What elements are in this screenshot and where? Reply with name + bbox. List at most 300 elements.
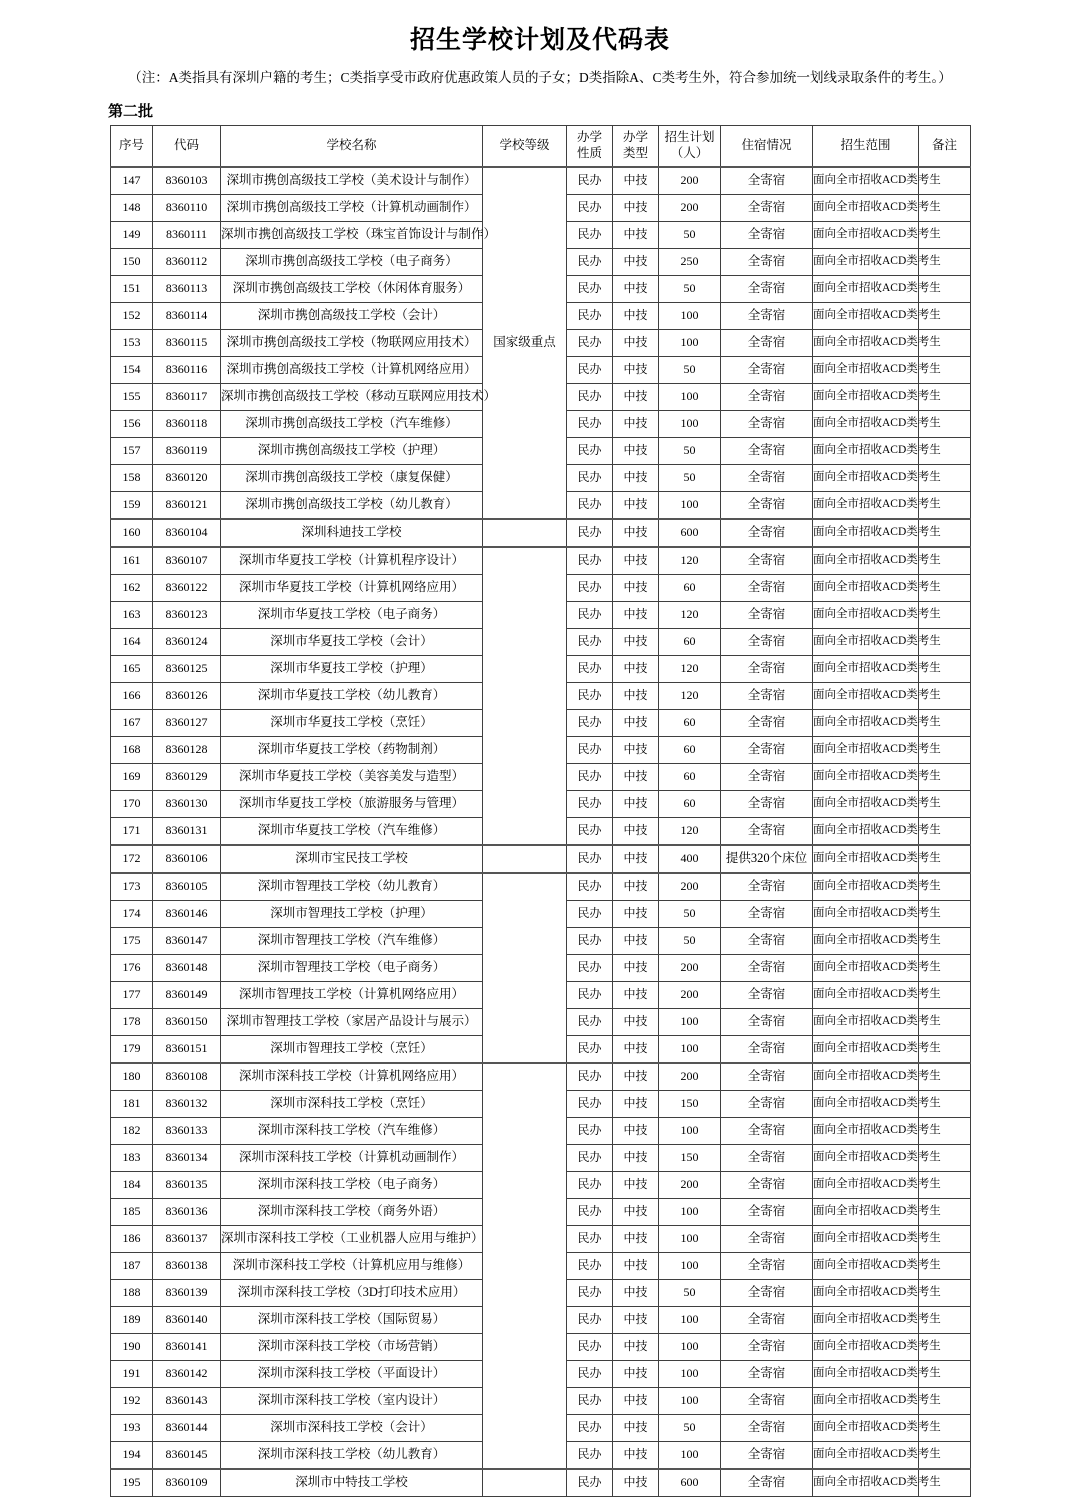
row-school-code: 8360120 <box>153 464 221 491</box>
row-school-nature: 民办 <box>567 1414 613 1441</box>
row-enrollment-plan: 60 <box>659 736 721 763</box>
row-school-code: 8360136 <box>153 1198 221 1225</box>
col-header-grade: 学校等级 <box>483 125 567 167</box>
row-school-type: 中技 <box>613 763 659 790</box>
row-school-type: 中技 <box>613 1198 659 1225</box>
col-header-plan-line2: （人） <box>670 145 709 160</box>
row-sequence-number: 159 <box>111 491 153 519</box>
row-enrollment-plan: 120 <box>659 655 721 682</box>
row-school-nature: 民办 <box>567 1441 613 1469</box>
row-dormitory-info: 全寄宿 <box>721 1090 813 1117</box>
col-header-name: 学校名称 <box>221 125 483 167</box>
row-enrollment-plan: 200 <box>659 873 721 901</box>
row-school-nature: 民办 <box>567 248 613 275</box>
row-sequence-number: 147 <box>111 167 153 195</box>
row-school-code: 8360123 <box>153 601 221 628</box>
row-school-nature: 民办 <box>567 736 613 763</box>
row-dormitory-info: 全寄宿 <box>721 954 813 981</box>
table-body <box>111 167 971 1497</box>
row-school-code: 8360142 <box>153 1360 221 1387</box>
row-enrollment-scope: 面向全市招收ACD类考生 <box>813 275 919 302</box>
row-school-name: 深圳市华夏技工学校（汽车维修） <box>221 817 483 845</box>
row-school-type: 中技 <box>613 221 659 248</box>
row-enrollment-scope: 面向全市招收ACD类考生 <box>813 1035 919 1063</box>
row-dormitory-info: 全寄宿 <box>721 1063 813 1091</box>
row-sequence-number: 174 <box>111 900 153 927</box>
row-school-nature: 民办 <box>567 491 613 519</box>
row-school-type: 中技 <box>613 981 659 1008</box>
row-enrollment-plan: 50 <box>659 1414 721 1441</box>
table-row <box>111 873 971 901</box>
row-school-nature: 民办 <box>567 356 613 383</box>
row-school-name: 深圳市深科技工学校（电子商务） <box>221 1171 483 1198</box>
row-enrollment-scope: 面向全市招收ACD类考生 <box>813 628 919 655</box>
row-dormitory-info: 全寄宿 <box>721 790 813 817</box>
row-enrollment-scope: 面向全市招收ACD类考生 <box>813 954 919 981</box>
row-dormitory-info: 全寄宿 <box>721 167 813 195</box>
row-school-code: 8360135 <box>153 1171 221 1198</box>
row-school-code: 8360106 <box>153 845 221 873</box>
row-school-type: 中技 <box>613 1469 659 1497</box>
row-school-code: 8360114 <box>153 302 221 329</box>
row-school-code: 8360128 <box>153 736 221 763</box>
row-school-nature: 民办 <box>567 628 613 655</box>
table-row <box>111 1469 971 1497</box>
row-school-type: 中技 <box>613 1252 659 1279</box>
col-header-plan <box>659 125 721 167</box>
row-enrollment-plan: 250 <box>659 248 721 275</box>
row-school-type: 中技 <box>613 1306 659 1333</box>
row-enrollment-scope: 面向全市招收ACD类考生 <box>813 383 919 410</box>
row-enrollment-scope: 面向全市招收ACD类考生 <box>813 873 919 901</box>
row-sequence-number: 163 <box>111 601 153 628</box>
row-sequence-number: 156 <box>111 410 153 437</box>
row-sequence-number: 165 <box>111 655 153 682</box>
row-school-code: 8360117 <box>153 383 221 410</box>
row-dormitory-info: 全寄宿 <box>721 1333 813 1360</box>
row-school-nature: 民办 <box>567 1198 613 1225</box>
row-enrollment-scope: 面向全市招收ACD类考生 <box>813 329 919 356</box>
row-school-nature: 民办 <box>567 981 613 1008</box>
row-sequence-number: 151 <box>111 275 153 302</box>
row-school-type: 中技 <box>613 1414 659 1441</box>
row-dormitory-info: 全寄宿 <box>721 817 813 845</box>
row-enrollment-plan: 200 <box>659 167 721 195</box>
table-row <box>111 519 971 547</box>
row-enrollment-scope: 面向全市招收ACD类考生 <box>813 845 919 873</box>
row-school-type: 中技 <box>613 709 659 736</box>
row-dormitory-info: 全寄宿 <box>721 709 813 736</box>
row-sequence-number: 148 <box>111 194 153 221</box>
row-school-name: 深圳市深科技工学校（平面设计） <box>221 1360 483 1387</box>
row-sequence-number: 181 <box>111 1090 153 1117</box>
row-school-name: 深圳市深科技工学校（国际贸易） <box>221 1306 483 1333</box>
row-school-name: 深圳市深科技工学校（室内设计） <box>221 1387 483 1414</box>
row-sequence-number: 183 <box>111 1144 153 1171</box>
row-school-type: 中技 <box>613 437 659 464</box>
row-enrollment-plan: 50 <box>659 927 721 954</box>
row-school-grade <box>483 1063 567 1469</box>
row-school-nature: 民办 <box>567 1333 613 1360</box>
col-header-type-line2: 类型 <box>622 145 648 160</box>
row-school-name: 深圳市华夏技工学校（计算机网络应用） <box>221 574 483 601</box>
row-sequence-number: 180 <box>111 1063 153 1091</box>
row-school-name: 深圳市华夏技工学校（护理） <box>221 655 483 682</box>
row-school-type: 中技 <box>613 302 659 329</box>
row-enrollment-plan: 200 <box>659 954 721 981</box>
row-dormitory-info: 全寄宿 <box>721 221 813 248</box>
row-enrollment-plan: 100 <box>659 1198 721 1225</box>
row-dormitory-info: 全寄宿 <box>721 1252 813 1279</box>
row-school-code: 8360122 <box>153 574 221 601</box>
row-school-code: 8360126 <box>153 682 221 709</box>
row-school-name: 深圳市携创高级技工学校（美术设计与制作） <box>221 167 483 195</box>
row-school-type: 中技 <box>613 927 659 954</box>
row-enrollment-plan: 60 <box>659 628 721 655</box>
row-sequence-number: 149 <box>111 221 153 248</box>
row-enrollment-plan: 600 <box>659 519 721 547</box>
row-dormitory-info: 全寄宿 <box>721 410 813 437</box>
row-school-type: 中技 <box>613 1090 659 1117</box>
row-school-nature: 民办 <box>567 763 613 790</box>
row-school-nature: 民办 <box>567 383 613 410</box>
row-school-name: 深圳市智理技工学校（幼儿教育） <box>221 873 483 901</box>
table-row <box>111 167 971 195</box>
batch-label: 第二批 <box>108 103 154 120</box>
row-school-name: 深圳市深科技工学校（3D打印技术应用） <box>221 1279 483 1306</box>
row-school-code: 8360134 <box>153 1144 221 1171</box>
row-enrollment-plan: 50 <box>659 1279 721 1306</box>
row-enrollment-scope: 面向全市招收ACD类考生 <box>813 655 919 682</box>
table-row <box>111 1063 971 1091</box>
row-dormitory-info: 全寄宿 <box>721 1469 813 1497</box>
row-school-grade <box>483 547 567 845</box>
row-enrollment-plan: 100 <box>659 302 721 329</box>
row-enrollment-scope: 面向全市招收ACD类考生 <box>813 1090 919 1117</box>
row-dormitory-info: 全寄宿 <box>721 1387 813 1414</box>
row-dormitory-info: 全寄宿 <box>721 574 813 601</box>
row-school-code: 8360105 <box>153 873 221 901</box>
row-school-code: 8360115 <box>153 329 221 356</box>
row-school-nature: 民办 <box>567 1063 613 1091</box>
row-school-name: 深圳市华夏技工学校（药物制剂） <box>221 736 483 763</box>
row-sequence-number: 168 <box>111 736 153 763</box>
row-school-name: 深圳科迪技工学校 <box>221 519 483 547</box>
row-school-code: 8360130 <box>153 790 221 817</box>
row-dormitory-info: 全寄宿 <box>721 547 813 575</box>
row-school-code: 8360113 <box>153 275 221 302</box>
row-school-type: 中技 <box>613 1279 659 1306</box>
row-enrollment-plan: 120 <box>659 547 721 575</box>
row-school-type: 中技 <box>613 682 659 709</box>
row-school-type: 中技 <box>613 1008 659 1035</box>
row-school-nature: 民办 <box>567 655 613 682</box>
row-school-type: 中技 <box>613 1360 659 1387</box>
row-dormitory-info: 全寄宿 <box>721 601 813 628</box>
row-sequence-number: 185 <box>111 1198 153 1225</box>
row-school-type: 中技 <box>613 601 659 628</box>
row-enrollment-plan: 100 <box>659 1225 721 1252</box>
row-dormitory-info: 全寄宿 <box>721 491 813 519</box>
row-school-code: 8360139 <box>153 1279 221 1306</box>
row-enrollment-scope: 面向全市招收ACD类考生 <box>813 356 919 383</box>
row-school-name: 深圳市智理技工学校（电子商务） <box>221 954 483 981</box>
row-school-grade <box>483 873 567 1063</box>
col-header-seq: 序号 <box>111 125 153 167</box>
row-dormitory-info: 全寄宿 <box>721 1225 813 1252</box>
row-enrollment-plan: 100 <box>659 329 721 356</box>
row-school-code: 8360147 <box>153 927 221 954</box>
row-school-name: 深圳市深科技工学校（幼儿教育） <box>221 1441 483 1469</box>
row-dormitory-info: 全寄宿 <box>721 464 813 491</box>
row-school-type: 中技 <box>613 491 659 519</box>
row-enrollment-scope: 面向全市招收ACD类考生 <box>813 927 919 954</box>
row-school-type: 中技 <box>613 1225 659 1252</box>
row-school-nature: 民办 <box>567 221 613 248</box>
row-school-name: 深圳市深科技工学校（商务外语） <box>221 1198 483 1225</box>
row-enrollment-scope: 面向全市招收ACD类考生 <box>813 1469 919 1497</box>
col-header-scope: 招生范围 <box>813 125 919 167</box>
row-school-type: 中技 <box>613 1144 659 1171</box>
row-school-nature: 民办 <box>567 845 613 873</box>
row-sequence-number: 195 <box>111 1469 153 1497</box>
row-dormitory-info: 全寄宿 <box>721 628 813 655</box>
row-school-code: 8360116 <box>153 356 221 383</box>
row-sequence-number: 150 <box>111 248 153 275</box>
row-school-type: 中技 <box>613 248 659 275</box>
row-enrollment-plan: 200 <box>659 1171 721 1198</box>
row-enrollment-plan: 600 <box>659 1469 721 1497</box>
row-enrollment-plan: 50 <box>659 356 721 383</box>
row-school-nature: 民办 <box>567 1225 613 1252</box>
col-header-type <box>613 125 659 167</box>
row-school-name: 深圳市智理技工学校（家居产品设计与展示） <box>221 1008 483 1035</box>
row-sequence-number: 169 <box>111 763 153 790</box>
row-sequence-number: 184 <box>111 1171 153 1198</box>
row-enrollment-scope: 面向全市招收ACD类考生 <box>813 1117 919 1144</box>
row-school-type: 中技 <box>613 410 659 437</box>
row-school-code: 8360127 <box>153 709 221 736</box>
row-school-type: 中技 <box>613 275 659 302</box>
row-school-name: 深圳市深科技工学校（市场营销） <box>221 1333 483 1360</box>
row-sequence-number: 193 <box>111 1414 153 1441</box>
row-school-nature: 民办 <box>567 1252 613 1279</box>
row-school-name: 深圳市华夏技工学校（计算机程序设计） <box>221 547 483 575</box>
row-dormitory-info: 全寄宿 <box>721 1441 813 1469</box>
row-school-nature: 民办 <box>567 410 613 437</box>
row-enrollment-plan: 100 <box>659 1008 721 1035</box>
row-enrollment-plan: 100 <box>659 1387 721 1414</box>
row-school-nature: 民办 <box>567 873 613 901</box>
row-school-code: 8360141 <box>153 1333 221 1360</box>
row-school-name: 深圳市华夏技工学校（旅游服务与管理） <box>221 790 483 817</box>
row-dormitory-info: 全寄宿 <box>721 356 813 383</box>
row-enrollment-plan: 100 <box>659 1333 721 1360</box>
row-dormitory-info: 全寄宿 <box>721 194 813 221</box>
row-school-nature: 民办 <box>567 1144 613 1171</box>
row-school-code: 8360140 <box>153 1306 221 1333</box>
row-school-nature: 民办 <box>567 682 613 709</box>
row-enrollment-plan: 50 <box>659 221 721 248</box>
row-sequence-number: 171 <box>111 817 153 845</box>
row-school-nature: 民办 <box>567 167 613 195</box>
row-enrollment-scope: 面向全市招收ACD类考生 <box>813 1360 919 1387</box>
row-sequence-number: 179 <box>111 1035 153 1063</box>
row-dormitory-info: 提供320个床位 <box>721 845 813 873</box>
row-enrollment-scope: 面向全市招收ACD类考生 <box>813 900 919 927</box>
row-school-nature: 民办 <box>567 1008 613 1035</box>
row-school-name: 深圳市携创高级技工学校（电子商务） <box>221 248 483 275</box>
row-enrollment-scope: 面向全市招收ACD类考生 <box>813 519 919 547</box>
row-school-code: 8360109 <box>153 1469 221 1497</box>
row-school-type: 中技 <box>613 547 659 575</box>
row-enrollment-scope: 面向全市招收ACD类考生 <box>813 682 919 709</box>
row-enrollment-scope: 面向全市招收ACD类考生 <box>813 1144 919 1171</box>
row-school-nature: 民办 <box>567 547 613 575</box>
row-school-code: 8360118 <box>153 410 221 437</box>
table-header-row <box>111 125 971 167</box>
row-school-nature: 民办 <box>567 302 613 329</box>
row-enrollment-plan: 150 <box>659 1090 721 1117</box>
row-school-name: 深圳市携创高级技工学校（珠宝首饰设计与制作） <box>221 221 483 248</box>
table-row <box>111 845 971 873</box>
row-enrollment-plan: 50 <box>659 275 721 302</box>
row-enrollment-scope: 面向全市招收ACD类考生 <box>813 1225 919 1252</box>
row-school-type: 中技 <box>613 900 659 927</box>
row-school-name: 深圳市携创高级技工学校（计算机网络应用） <box>221 356 483 383</box>
row-school-code: 8360143 <box>153 1387 221 1414</box>
row-school-name: 深圳市华夏技工学校（会计） <box>221 628 483 655</box>
row-school-name: 深圳市携创高级技工学校（会计） <box>221 302 483 329</box>
row-sequence-number: 162 <box>111 574 153 601</box>
row-school-name: 深圳市携创高级技工学校（计算机动画制作） <box>221 194 483 221</box>
row-school-type: 中技 <box>613 167 659 195</box>
row-dormitory-info: 全寄宿 <box>721 927 813 954</box>
row-sequence-number: 191 <box>111 1360 153 1387</box>
row-dormitory-info: 全寄宿 <box>721 248 813 275</box>
col-header-nature-line2: 性质 <box>576 145 602 160</box>
row-school-code: 8360108 <box>153 1063 221 1091</box>
row-school-name: 深圳市携创高级技工学校（休闲体育服务） <box>221 275 483 302</box>
row-school-type: 中技 <box>613 194 659 221</box>
row-school-code: 8360146 <box>153 900 221 927</box>
row-dormitory-info: 全寄宿 <box>721 763 813 790</box>
row-enrollment-scope: 面向全市招收ACD类考生 <box>813 194 919 221</box>
row-school-code: 8360132 <box>153 1090 221 1117</box>
row-dormitory-info: 全寄宿 <box>721 519 813 547</box>
row-enrollment-scope: 面向全市招收ACD类考生 <box>813 790 919 817</box>
row-enrollment-plan: 100 <box>659 1035 721 1063</box>
row-sequence-number: 177 <box>111 981 153 1008</box>
row-school-name: 深圳市智理技工学校（计算机网络应用） <box>221 981 483 1008</box>
row-enrollment-scope: 面向全市招收ACD类考生 <box>813 981 919 1008</box>
row-dormitory-info: 全寄宿 <box>721 1171 813 1198</box>
col-header-nature-line1: 办学 <box>576 129 602 144</box>
row-school-nature: 民办 <box>567 601 613 628</box>
row-school-nature: 民办 <box>567 1360 613 1387</box>
row-school-code: 8360119 <box>153 437 221 464</box>
row-school-name: 深圳市深科技工学校（计算机网络应用） <box>221 1063 483 1091</box>
row-school-grade <box>483 519 567 547</box>
row-sequence-number: 164 <box>111 628 153 655</box>
row-enrollment-plan: 150 <box>659 1144 721 1171</box>
row-enrollment-plan: 60 <box>659 709 721 736</box>
row-school-type: 中技 <box>613 1171 659 1198</box>
row-school-nature: 民办 <box>567 574 613 601</box>
row-school-grade: 国家级重点 <box>483 167 567 519</box>
row-enrollment-plan: 100 <box>659 491 721 519</box>
row-school-nature: 民办 <box>567 194 613 221</box>
row-school-nature: 民办 <box>567 275 613 302</box>
row-enrollment-scope: 面向全市招收ACD类考生 <box>813 1333 919 1360</box>
row-enrollment-plan: 100 <box>659 410 721 437</box>
row-dormitory-info: 全寄宿 <box>721 736 813 763</box>
row-school-code: 8360112 <box>153 248 221 275</box>
row-school-name: 深圳市携创高级技工学校（护理） <box>221 437 483 464</box>
row-sequence-number: 172 <box>111 845 153 873</box>
row-dormitory-info: 全寄宿 <box>721 900 813 927</box>
row-dormitory-info: 全寄宿 <box>721 1360 813 1387</box>
row-sequence-number: 155 <box>111 383 153 410</box>
row-dormitory-info: 全寄宿 <box>721 1198 813 1225</box>
row-enrollment-plan: 100 <box>659 1306 721 1333</box>
row-sequence-number: 176 <box>111 954 153 981</box>
row-school-nature: 民办 <box>567 329 613 356</box>
row-school-code: 8360110 <box>153 194 221 221</box>
row-sequence-number: 157 <box>111 437 153 464</box>
row-enrollment-scope: 面向全市招收ACD类考生 <box>813 1441 919 1469</box>
row-dormitory-info: 全寄宿 <box>721 275 813 302</box>
row-school-name: 深圳市智理技工学校（护理） <box>221 900 483 927</box>
row-enrollment-plan: 50 <box>659 900 721 927</box>
row-school-code: 8360138 <box>153 1252 221 1279</box>
row-sequence-number: 160 <box>111 519 153 547</box>
col-header-nature <box>567 125 613 167</box>
row-enrollment-scope: 面向全市招收ACD类考生 <box>813 167 919 195</box>
row-school-type: 中技 <box>613 356 659 383</box>
row-school-code: 8360111 <box>153 221 221 248</box>
row-dormitory-info: 全寄宿 <box>721 1008 813 1035</box>
row-school-name: 深圳市深科技工学校（工业机器人应用与维护） <box>221 1225 483 1252</box>
row-school-nature: 民办 <box>567 900 613 927</box>
row-sequence-number: 182 <box>111 1117 153 1144</box>
row-enrollment-scope: 面向全市招收ACD类考生 <box>813 248 919 275</box>
row-school-code: 8360144 <box>153 1414 221 1441</box>
row-enrollment-scope: 面向全市招收ACD类考生 <box>813 437 919 464</box>
row-school-code: 8360148 <box>153 954 221 981</box>
row-dormitory-info: 全寄宿 <box>721 1279 813 1306</box>
row-school-nature: 民办 <box>567 790 613 817</box>
row-school-name: 深圳市华夏技工学校（电子商务） <box>221 601 483 628</box>
row-dormitory-info: 全寄宿 <box>721 1117 813 1144</box>
row-dormitory-info: 全寄宿 <box>721 1144 813 1171</box>
row-school-name: 深圳市携创高级技工学校（物联网应用技术） <box>221 329 483 356</box>
row-enrollment-scope: 面向全市招收ACD类考生 <box>813 221 919 248</box>
row-school-name: 深圳市携创高级技工学校（移动互联网应用技术） <box>221 383 483 410</box>
row-school-type: 中技 <box>613 1441 659 1469</box>
row-sequence-number: 178 <box>111 1008 153 1035</box>
row-school-type: 中技 <box>613 1035 659 1063</box>
row-enrollment-scope: 面向全市招收ACD类考生 <box>813 547 919 575</box>
row-sequence-number: 189 <box>111 1306 153 1333</box>
row-school-type: 中技 <box>613 790 659 817</box>
row-dormitory-info: 全寄宿 <box>721 302 813 329</box>
row-enrollment-plan: 120 <box>659 817 721 845</box>
row-enrollment-plan: 100 <box>659 383 721 410</box>
row-enrollment-plan: 120 <box>659 601 721 628</box>
row-dormitory-info: 全寄宿 <box>721 1414 813 1441</box>
row-enrollment-scope: 面向全市招收ACD类考生 <box>813 1306 919 1333</box>
